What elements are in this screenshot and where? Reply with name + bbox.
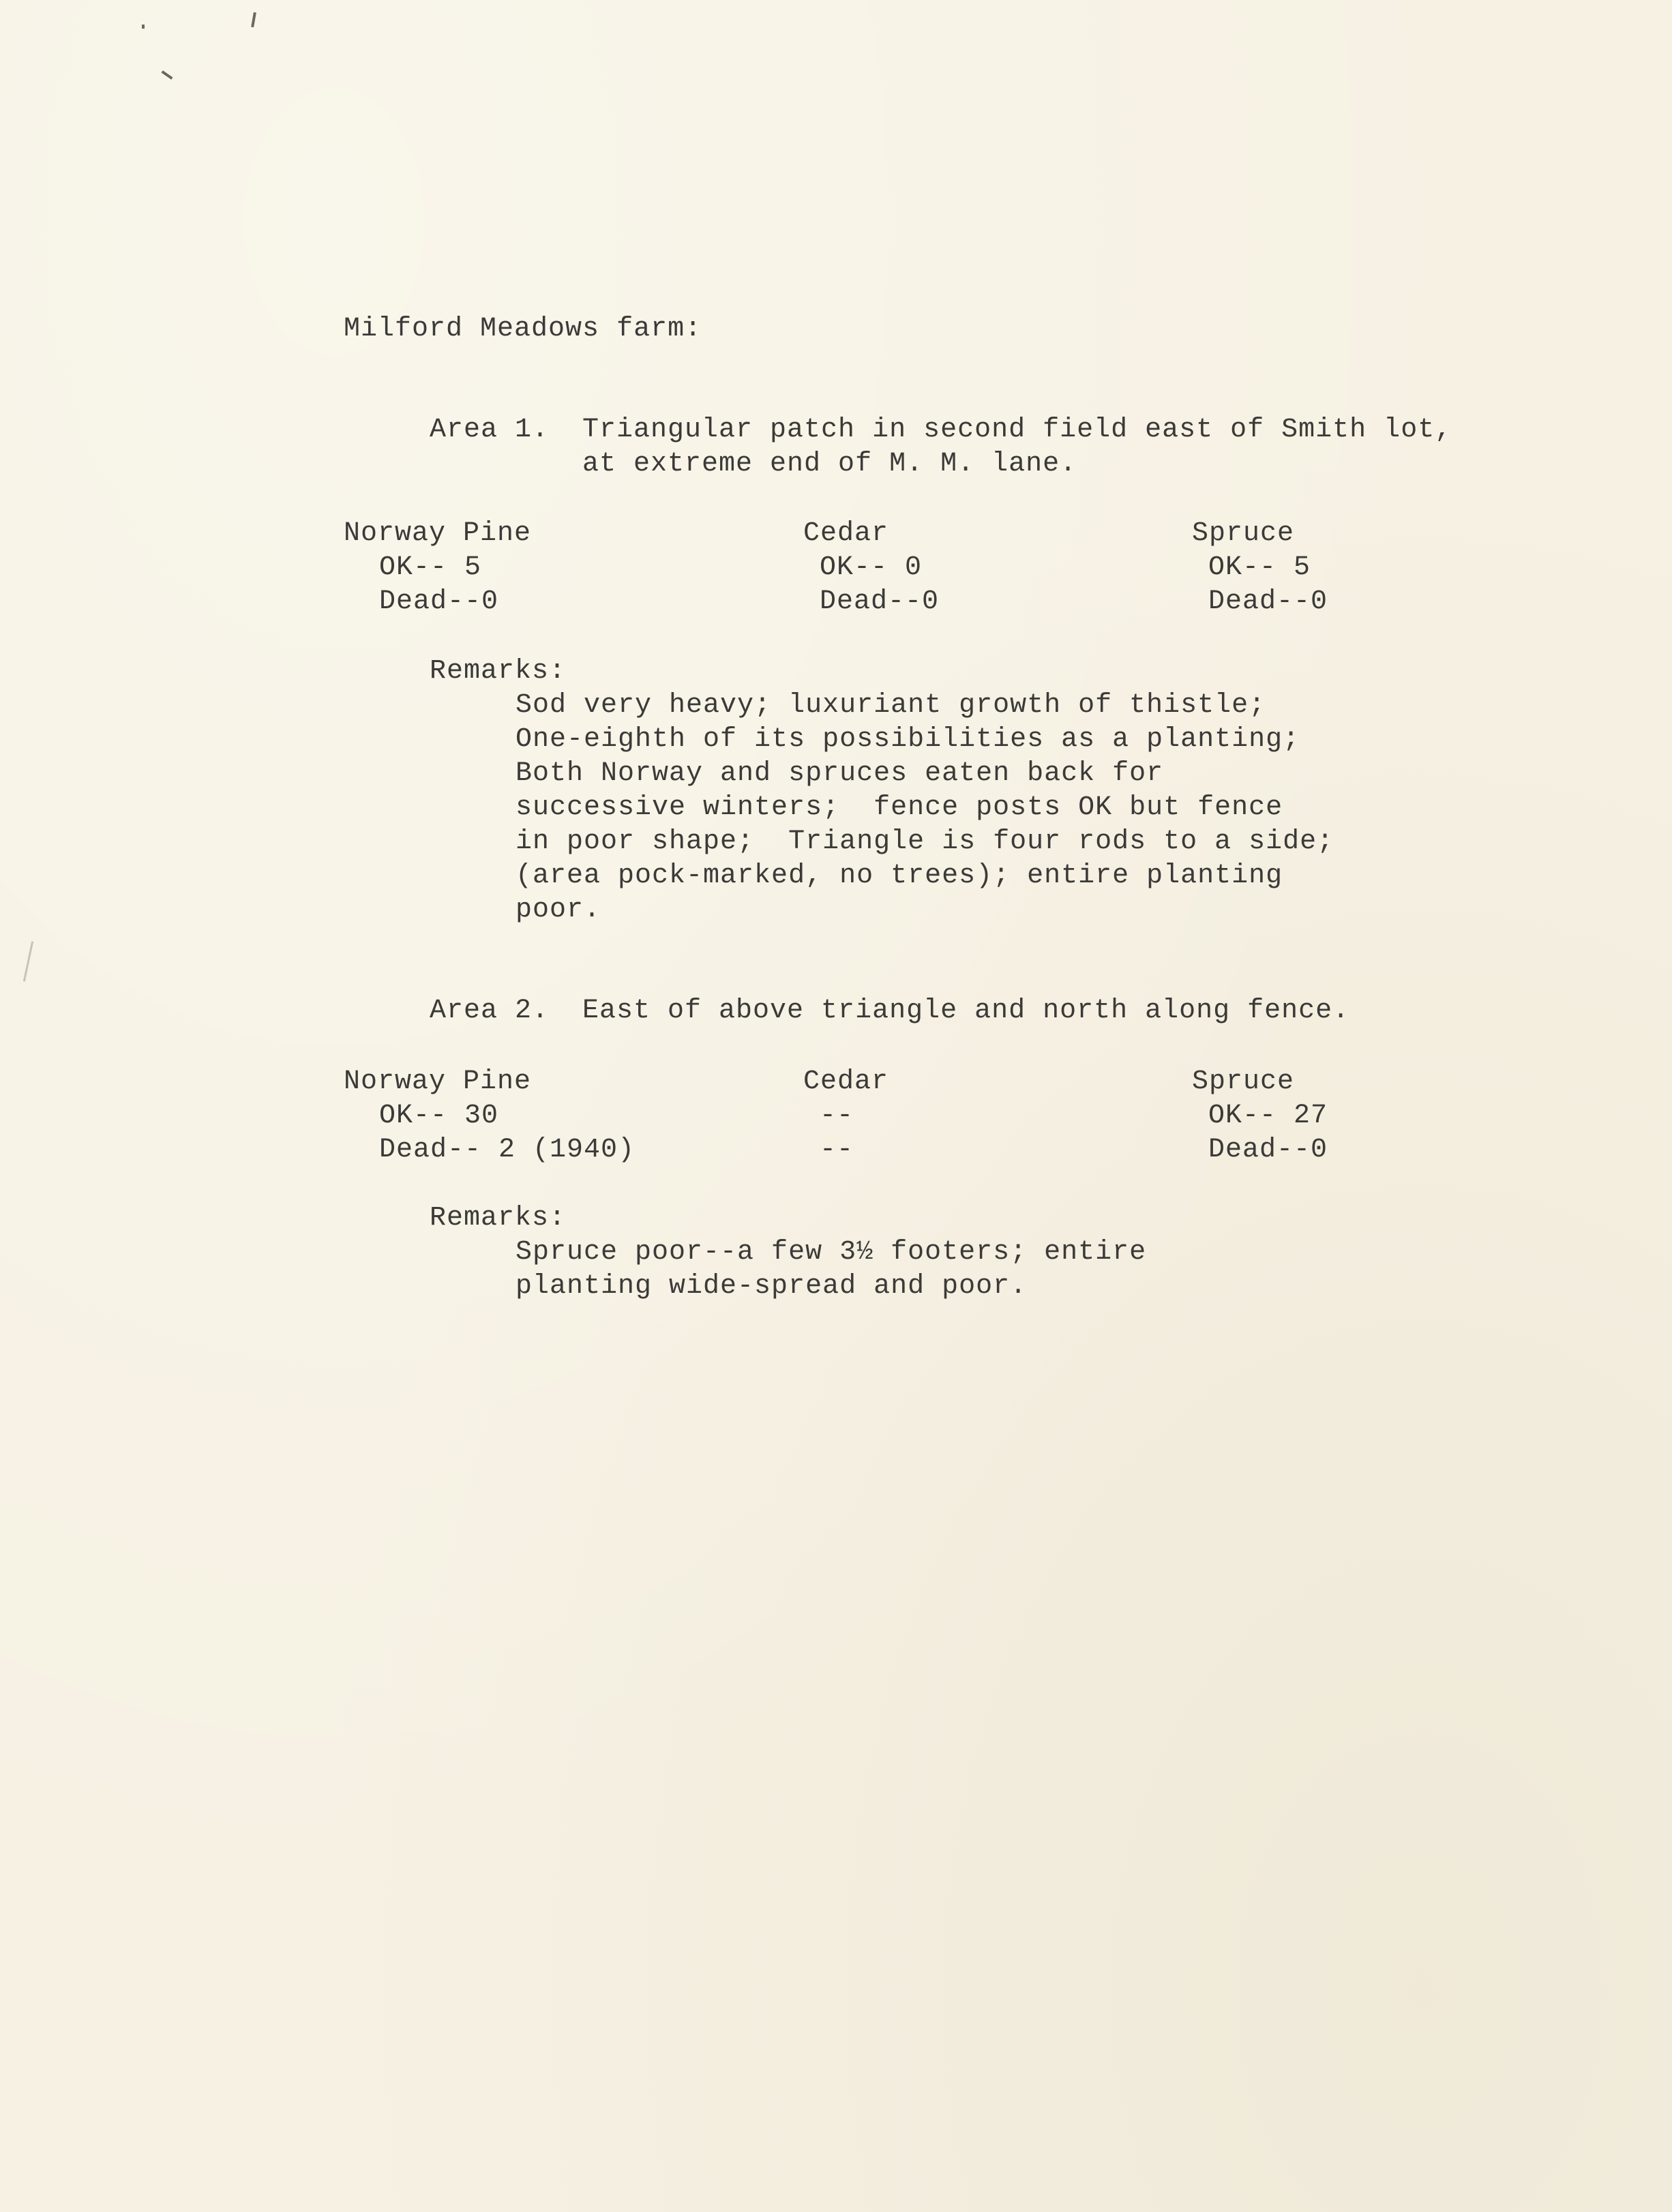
area-1-spruce-label: Spruce xyxy=(1192,518,1295,549)
area-1-norway-pine-label: Norway Pine xyxy=(344,518,532,549)
farm-title: Milford Meadows farm: xyxy=(344,314,702,344)
area-2-heading: Area 2. xyxy=(430,996,550,1026)
area-1-cedar-dead: Dead--0 xyxy=(820,586,940,617)
area-1-remarks-line: successive winters; fence posts OK but fence xyxy=(516,792,1283,823)
area-2-spruce-ok: OK-- 27 xyxy=(1208,1101,1328,1131)
area-1-description-line: Triangular patch in second field east of Smith lot, xyxy=(582,415,1452,445)
area-1-remarks-line: in poor shape; Triangle is four rods to a side; xyxy=(516,826,1334,857)
area-2-remarks-line: Spruce poor--a few 3½ footers; entire xyxy=(516,1237,1147,1268)
area-2-cedar-dead: -- xyxy=(820,1135,854,1165)
area-1-remarks-line: Both Norway and spruces eaten back for xyxy=(516,758,1164,789)
area-1-remarks-line: One-eighth of its possibilities as a planting; xyxy=(516,724,1300,755)
area-2-norway-pine-dead: Dead-- 2 (1940) xyxy=(379,1135,636,1165)
area-2-remarks-label: Remarks: xyxy=(430,1203,567,1234)
area-2-cedar-ok: -- xyxy=(820,1101,854,1131)
area-1-norway-pine-dead: Dead--0 xyxy=(379,586,499,617)
area-1-spruce-dead: Dead--0 xyxy=(1208,586,1328,617)
area-2-spruce-dead: Dead--0 xyxy=(1208,1135,1328,1165)
area-2-spruce-label: Spruce xyxy=(1192,1066,1295,1097)
area-1-remarks-line: (area pock-marked, no trees); entire planting xyxy=(516,861,1283,891)
area-2-norway-pine-ok: OK-- 30 xyxy=(379,1101,499,1131)
area-1-description-line: at extreme end of M. M. lane. xyxy=(582,449,1077,479)
area-1-remarks-line: poor. xyxy=(516,895,601,925)
area-2-norway-pine-label: Norway Pine xyxy=(344,1066,532,1097)
paper-mark xyxy=(23,941,33,981)
area-2-cedar-label: Cedar xyxy=(803,1066,889,1097)
area-1-heading: Area 1. xyxy=(430,415,550,445)
area-1-cedar-ok: OK-- 0 xyxy=(820,552,923,583)
area-1-cedar-label: Cedar xyxy=(803,518,889,549)
paper-mark xyxy=(142,25,145,29)
area-1-spruce-ok: OK-- 5 xyxy=(1208,552,1311,583)
area-1-norway-pine-ok: OK-- 5 xyxy=(379,552,482,583)
area-2-remarks-line: planting wide-spread and poor. xyxy=(516,1271,1028,1302)
area-1-remarks-line: Sod very heavy; luxuriant growth of thistle; xyxy=(516,690,1266,721)
area-1-remarks-label: Remarks: xyxy=(430,656,567,687)
paper-mark xyxy=(251,12,256,27)
area-2-description-line: East of above triangle and north along fence. xyxy=(582,996,1350,1026)
paper-mark xyxy=(161,70,173,80)
